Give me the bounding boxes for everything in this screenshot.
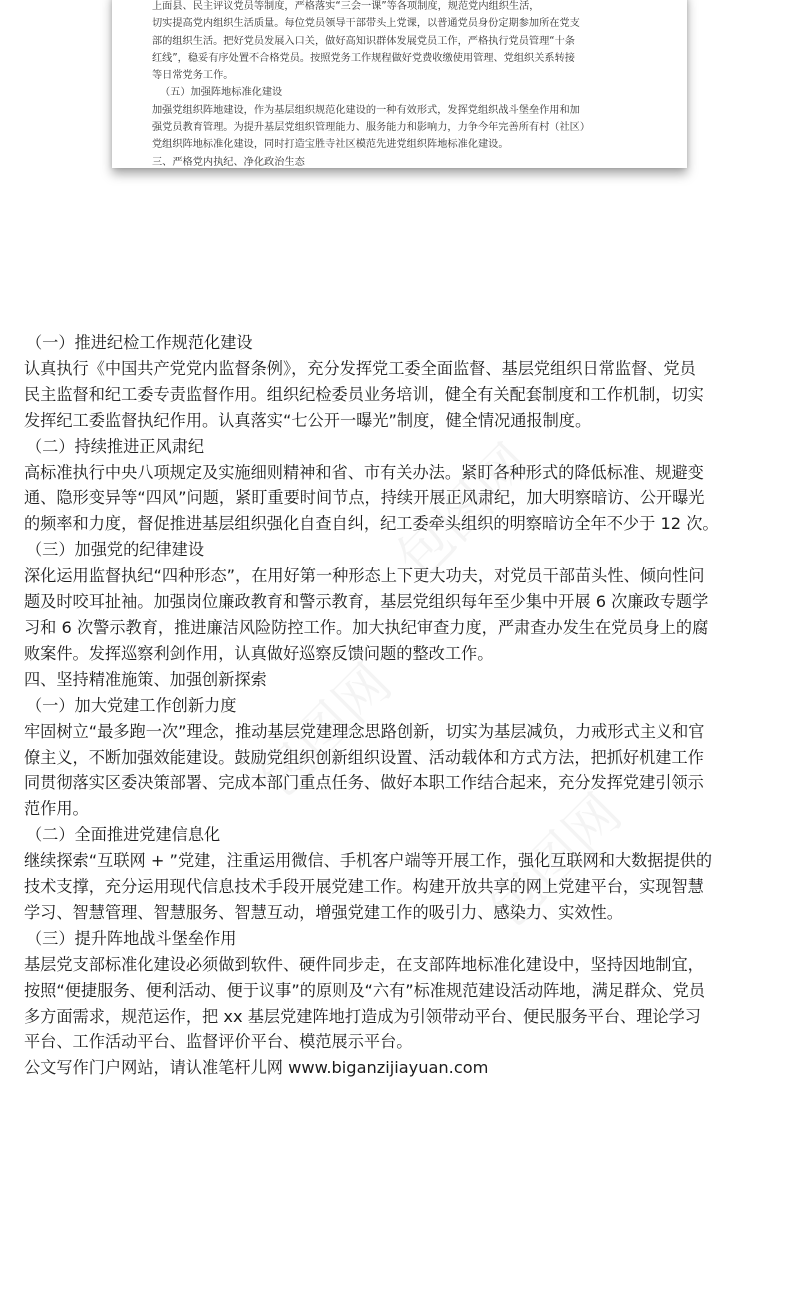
preview-line: 部的组织生活。把好党员发展入口关，做好高知识群体发展党员工作，严格执行党员管理“十条 [152,35,575,47]
preview-line: 强党员教育管理。为提升基层党组织管理能力、服务能力和影响力，力争今年完善所有村（社区） [152,122,591,134]
paragraph-line: 多方面需求，规范运作，把 xx 基层党建阵地打造成为引领带动平台、便民服务平台、理论学习 [24,1006,701,1026]
paragraph-line: 高标准执行中央八项规定及实施细则精神和省、市有关办法。紧盯各种形式的降低标准、规避变 [24,462,704,482]
paragraph-line: 继续探索“互联网 + ”党建，注重运用微信、手机客户端等开展工作，强化互联网和大数据提供的 [24,851,713,871]
paragraph-line: 范作用。 [24,799,89,819]
preview-line: 党组织阵地标准化建设，同时打造宝胜寺社区模范先进党组织阵地标准化建设。 [152,139,509,151]
paragraph-line: 民主监督和纪工委专责监督作用。组织纪检委员业务培训，健全有关配套制度和工作机制，切实 [24,384,704,404]
preview-line: 加强党组织阵地建设，作为基层组织规范化建设的一种有效形式，发挥党组织战斗堡垒作用和加 [152,104,580,116]
paragraph-line: 发挥纪工委监督执纪作用。认真落实“七公开一曝光”制度，健全情况通报制度。 [24,410,592,430]
preview-line: 切实提高党内组织生活质量。每位党员领导干部带头上党课，以普通党员身份定期参加所在党支 [152,18,580,30]
preview-line: 等日常党务工作。 [152,70,234,82]
preview-heading: 三、严格党内执纪、净化政治生态 [152,156,305,168]
paragraph-line: 败案件。发挥巡察利剑作用，认真做好巡察反馈问题的整改工作。 [24,643,494,663]
footer-note: 公文写作门户网站，请认准笔杆儿网 www.biganzijiayuan.com [24,1058,489,1078]
chapter-heading: 四、坚持精准施策、加强创新探索 [24,669,267,689]
section-heading: （二）持续推进正风肃纪 [26,436,205,456]
paragraph-line: 技术支撑，充分运用现代信息技术手段开展党建工作。构建开放共享的网上党建平台，实现智慧 [24,877,704,897]
document-preview-card [112,0,687,168]
paragraph-line: 习和 6 次警示教育，推进廉洁风险防控工作。加大执纪审查力度，严肃查办发生在党员身上的腐 [24,617,709,637]
document-body [24,330,784,1081]
paragraph-line: 认真执行《中国共产党党内监督条例》，充分发挥党工委全面监督、基层党组织日常监督、党员 [24,358,696,378]
paragraph-line: 通、隐形变异等“四风”问题，紧盯重要时间节点，持续开展正风肃纪，加大明察暗访、公开曝光 [24,488,705,508]
paragraph-line: 的频率和力度，督促推进基层组织强化自查自纠，纪工委牵头组织的明察暗访全年不少于 12 次。 [24,514,719,534]
section-heading: （一）推进纪检工作规范化建设 [26,333,253,352]
paragraph-line: 深化运用监督执纪“四种形态”，在用好第一种形态上下更大功夫，对党员干部苗头性、倾向性问 [24,566,705,586]
paragraph-line: 基层党支部标准化建设必须做到软件、硬件同步走，在支部阵地标准化建设中，坚持因地制宜， [24,954,704,974]
section-heading: （三）加强党的纪律建设 [26,540,205,560]
section-heading: （二）全面推进党建信息化 [26,825,221,845]
section-heading: （一）加大党建工作创新力度 [26,695,237,715]
paragraph-line: 题及时咬耳扯袖。加强岗位廉政教育和警示教育，基层党组织每年至少集中开展 6 次廉政专题学 [24,592,709,612]
paragraph-line: 同贯彻落实区委决策部署、完成本部门重点任务、做好本职工作结合起来，充分发挥党建引领示 [24,773,704,793]
section-heading: （三）提升阵地战斗堡垒作用 [26,928,237,948]
preview-heading: （五）加强阵地标准化建设 [160,87,283,99]
preview-line: 上面县、民主评议党员等制度，严格落实“三会一课”等各项制度，规范党内组织生活， [152,1,540,12]
paragraph-line: 牢固树立“最多跑一次”理念，推动基层党建理念思路创新，切实为基层减负，力戒形式主义和官 [24,721,705,741]
paragraph-line: 学习、智慧管理、智慧服务、智慧互动，增强党建工作的吸引力、感染力、实效性。 [24,902,623,922]
paragraph-line: 按照“便捷服务、便利活动、便于议事”的原则及“六有”标准规范建设活动阵地，满足群众、党员 [24,980,706,1000]
paragraph-line: 平台、工作活动平台、监督评价平台、模范展示平台。 [24,1032,413,1052]
preview-text [112,0,687,168]
preview-line: 红线”，稳妥有序处置不合格党员。按照党务工作规程做好党费收缴使用管理、党组织关系转接 [152,52,575,64]
paragraph-line: 僚主义，不断加强效能建设。鼓励党组织创新组织设置、活动载体和方式方法，把抓好机建工作 [24,747,704,767]
